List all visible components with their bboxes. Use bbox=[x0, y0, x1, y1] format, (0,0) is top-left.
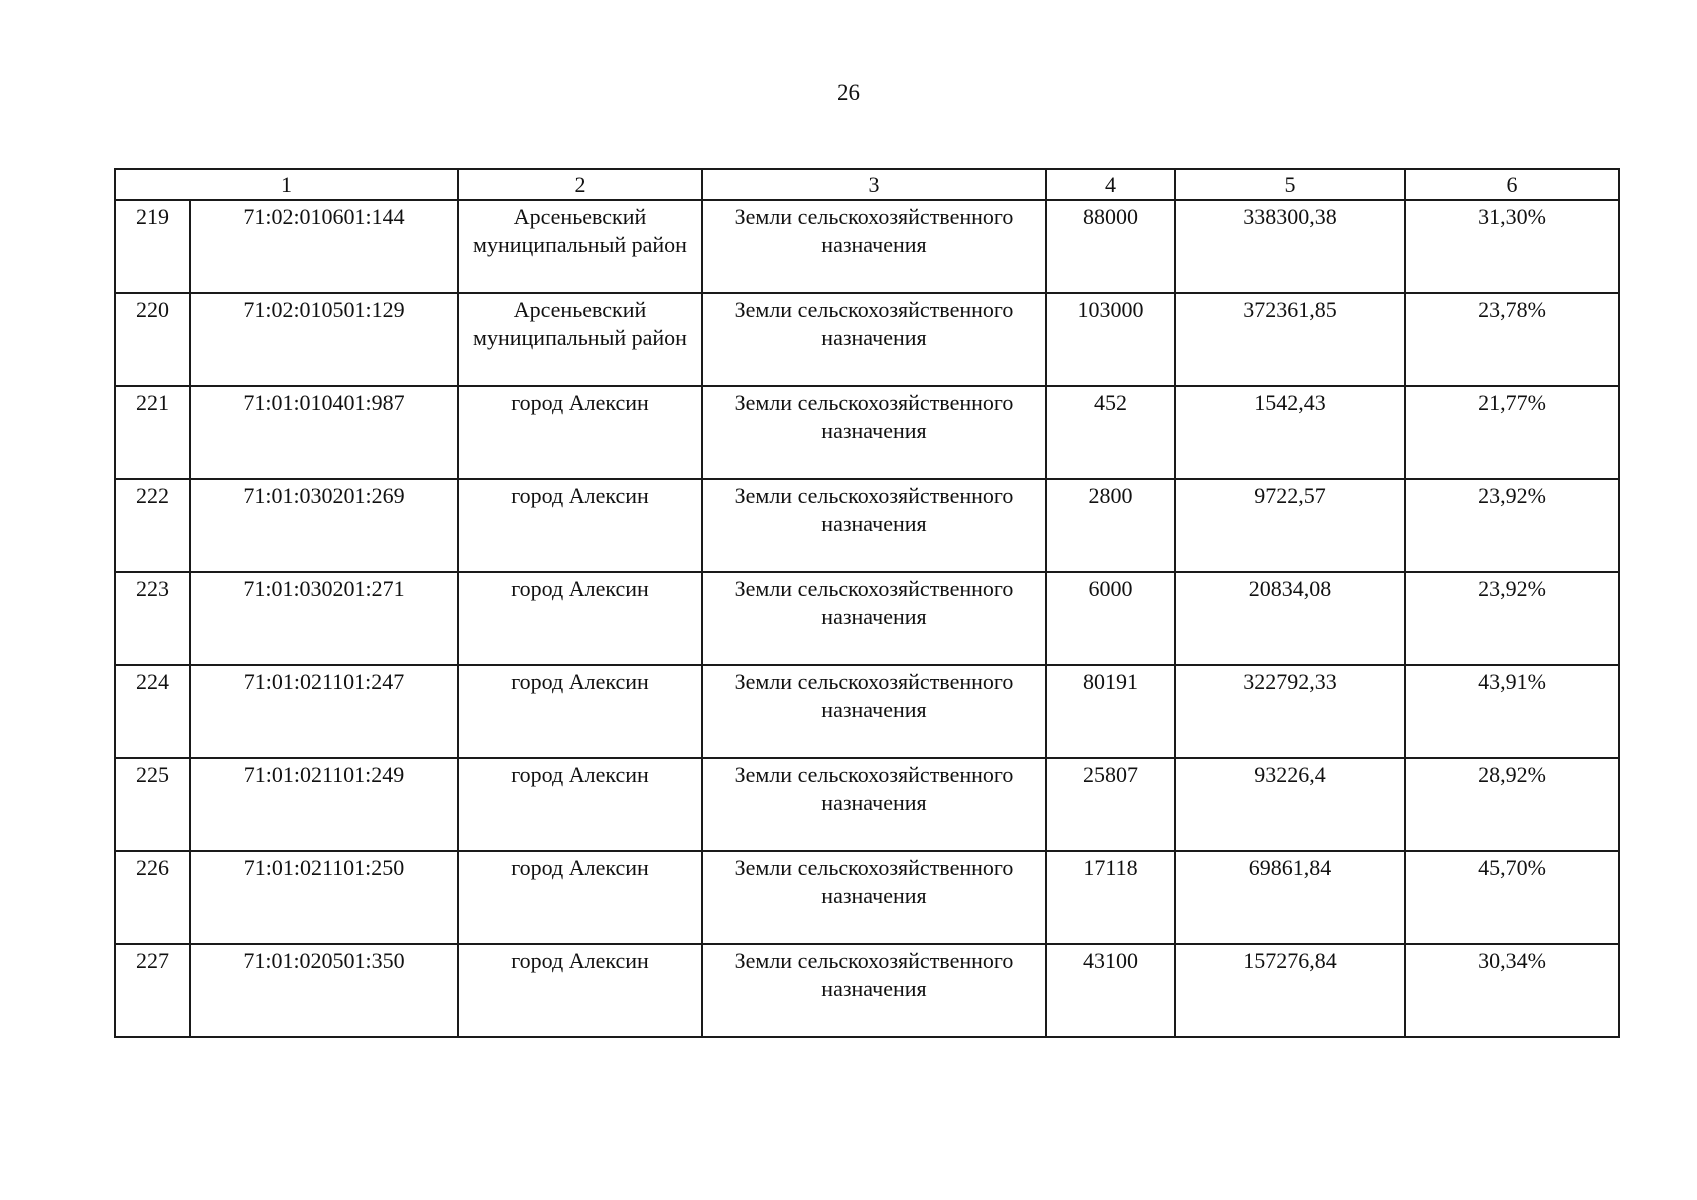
land-category-cell: Земли сельскохозяйственного назначения bbox=[702, 851, 1046, 944]
row-number-cell: 221 bbox=[115, 386, 190, 479]
municipality-cell: город Алексин bbox=[458, 851, 702, 944]
cadastral-value-cell: 20834,08 bbox=[1175, 572, 1405, 665]
table-row bbox=[115, 479, 1619, 572]
municipality-cell: город Алексин bbox=[458, 665, 702, 758]
area-cell: 452 bbox=[1046, 386, 1175, 479]
percent-cell: 45,70% bbox=[1405, 851, 1619, 944]
land-category-cell: Земли сельскохозяйственного назначения bbox=[702, 479, 1046, 572]
table-row bbox=[115, 200, 1619, 293]
land-category-cell: Земли сельскохозяйственного назначения bbox=[702, 572, 1046, 665]
cadastral-value-cell: 322792,33 bbox=[1175, 665, 1405, 758]
percent-cell: 23,92% bbox=[1405, 572, 1619, 665]
area-cell: 6000 bbox=[1046, 572, 1175, 665]
header-col-2: 2 bbox=[458, 169, 702, 200]
cadastral-number-cell: 71:01:030201:271 bbox=[190, 572, 458, 665]
table-row bbox=[115, 665, 1619, 758]
cadastral-value-cell: 93226,4 bbox=[1175, 758, 1405, 851]
row-number-cell: 227 bbox=[115, 944, 190, 1037]
percent-cell: 23,78% bbox=[1405, 293, 1619, 386]
header-col-6: 6 bbox=[1405, 169, 1619, 200]
cadastral-number-cell: 71:01:021101:250 bbox=[190, 851, 458, 944]
percent-cell: 28,92% bbox=[1405, 758, 1619, 851]
row-number-cell: 225 bbox=[115, 758, 190, 851]
area-cell: 25807 bbox=[1046, 758, 1175, 851]
area-cell: 88000 bbox=[1046, 200, 1175, 293]
municipality-cell: город Алексин bbox=[458, 479, 702, 572]
header-col-3: 3 bbox=[702, 169, 1046, 200]
header-col-4: 4 bbox=[1046, 169, 1175, 200]
cadastral-number-cell: 71:01:010401:987 bbox=[190, 386, 458, 479]
land-category-cell: Земли сельскохозяйственного назначения bbox=[702, 386, 1046, 479]
table-row bbox=[115, 386, 1619, 479]
cadastral-number-cell: 71:01:020501:350 bbox=[190, 944, 458, 1037]
row-number-cell: 222 bbox=[115, 479, 190, 572]
header-col-1: 1 bbox=[115, 169, 458, 200]
cadastral-value-cell: 338300,38 bbox=[1175, 200, 1405, 293]
cadastral-number-cell: 71:01:021101:249 bbox=[190, 758, 458, 851]
cadastral-value-cell: 157276,84 bbox=[1175, 944, 1405, 1037]
header-row bbox=[115, 169, 1619, 200]
page-number: 26 bbox=[837, 80, 860, 105]
table-row bbox=[115, 851, 1619, 944]
land-category-cell: Земли сельскохозяйственного назначения bbox=[702, 665, 1046, 758]
table-row bbox=[115, 758, 1619, 851]
percent-cell: 31,30% bbox=[1405, 200, 1619, 293]
percent-cell: 23,92% bbox=[1405, 479, 1619, 572]
municipality-cell: Арсеньевский муниципальный район bbox=[458, 200, 702, 293]
area-cell: 43100 bbox=[1046, 944, 1175, 1037]
area-cell: 103000 bbox=[1046, 293, 1175, 386]
municipality-cell: город Алексин bbox=[458, 572, 702, 665]
table-row bbox=[115, 944, 1619, 1037]
cadastral-value-cell: 372361,85 bbox=[1175, 293, 1405, 386]
municipality-cell: город Алексин bbox=[458, 386, 702, 479]
municipality-cell: город Алексин bbox=[458, 944, 702, 1037]
cadastral-number-cell: 71:02:010601:144 bbox=[190, 200, 458, 293]
row-number-cell: 219 bbox=[115, 200, 190, 293]
cadastral-value-cell: 1542,43 bbox=[1175, 386, 1405, 479]
row-number-cell: 220 bbox=[115, 293, 190, 386]
cadastral-value-cell: 9722,57 bbox=[1175, 479, 1405, 572]
row-number-cell: 223 bbox=[115, 572, 190, 665]
municipality-cell: Арсеньевский муниципальный район bbox=[458, 293, 702, 386]
table-row bbox=[115, 572, 1619, 665]
header-col-5: 5 bbox=[1175, 169, 1405, 200]
land-category-cell: Земли сельскохозяйственного назначения bbox=[702, 944, 1046, 1037]
land-plots-table bbox=[114, 168, 1620, 1038]
area-cell: 17118 bbox=[1046, 851, 1175, 944]
municipality-cell: город Алексин bbox=[458, 758, 702, 851]
cadastral-number-cell: 71:01:021101:247 bbox=[190, 665, 458, 758]
row-number-cell: 226 bbox=[115, 851, 190, 944]
table-row bbox=[115, 293, 1619, 386]
percent-cell: 43,91% bbox=[1405, 665, 1619, 758]
cadastral-number-cell: 71:01:030201:269 bbox=[190, 479, 458, 572]
percent-cell: 30,34% bbox=[1405, 944, 1619, 1037]
cadastral-value-cell: 69861,84 bbox=[1175, 851, 1405, 944]
area-cell: 2800 bbox=[1046, 479, 1175, 572]
percent-cell: 21,77% bbox=[1405, 386, 1619, 479]
area-cell: 80191 bbox=[1046, 665, 1175, 758]
land-category-cell: Земли сельскохозяйственного назначения bbox=[702, 758, 1046, 851]
land-category-cell: Земли сельскохозяйственного назначения bbox=[702, 293, 1046, 386]
row-number-cell: 224 bbox=[115, 665, 190, 758]
land-category-cell: Земли сельскохозяйственного назначения bbox=[702, 200, 1046, 293]
cadastral-number-cell: 71:02:010501:129 bbox=[190, 293, 458, 386]
